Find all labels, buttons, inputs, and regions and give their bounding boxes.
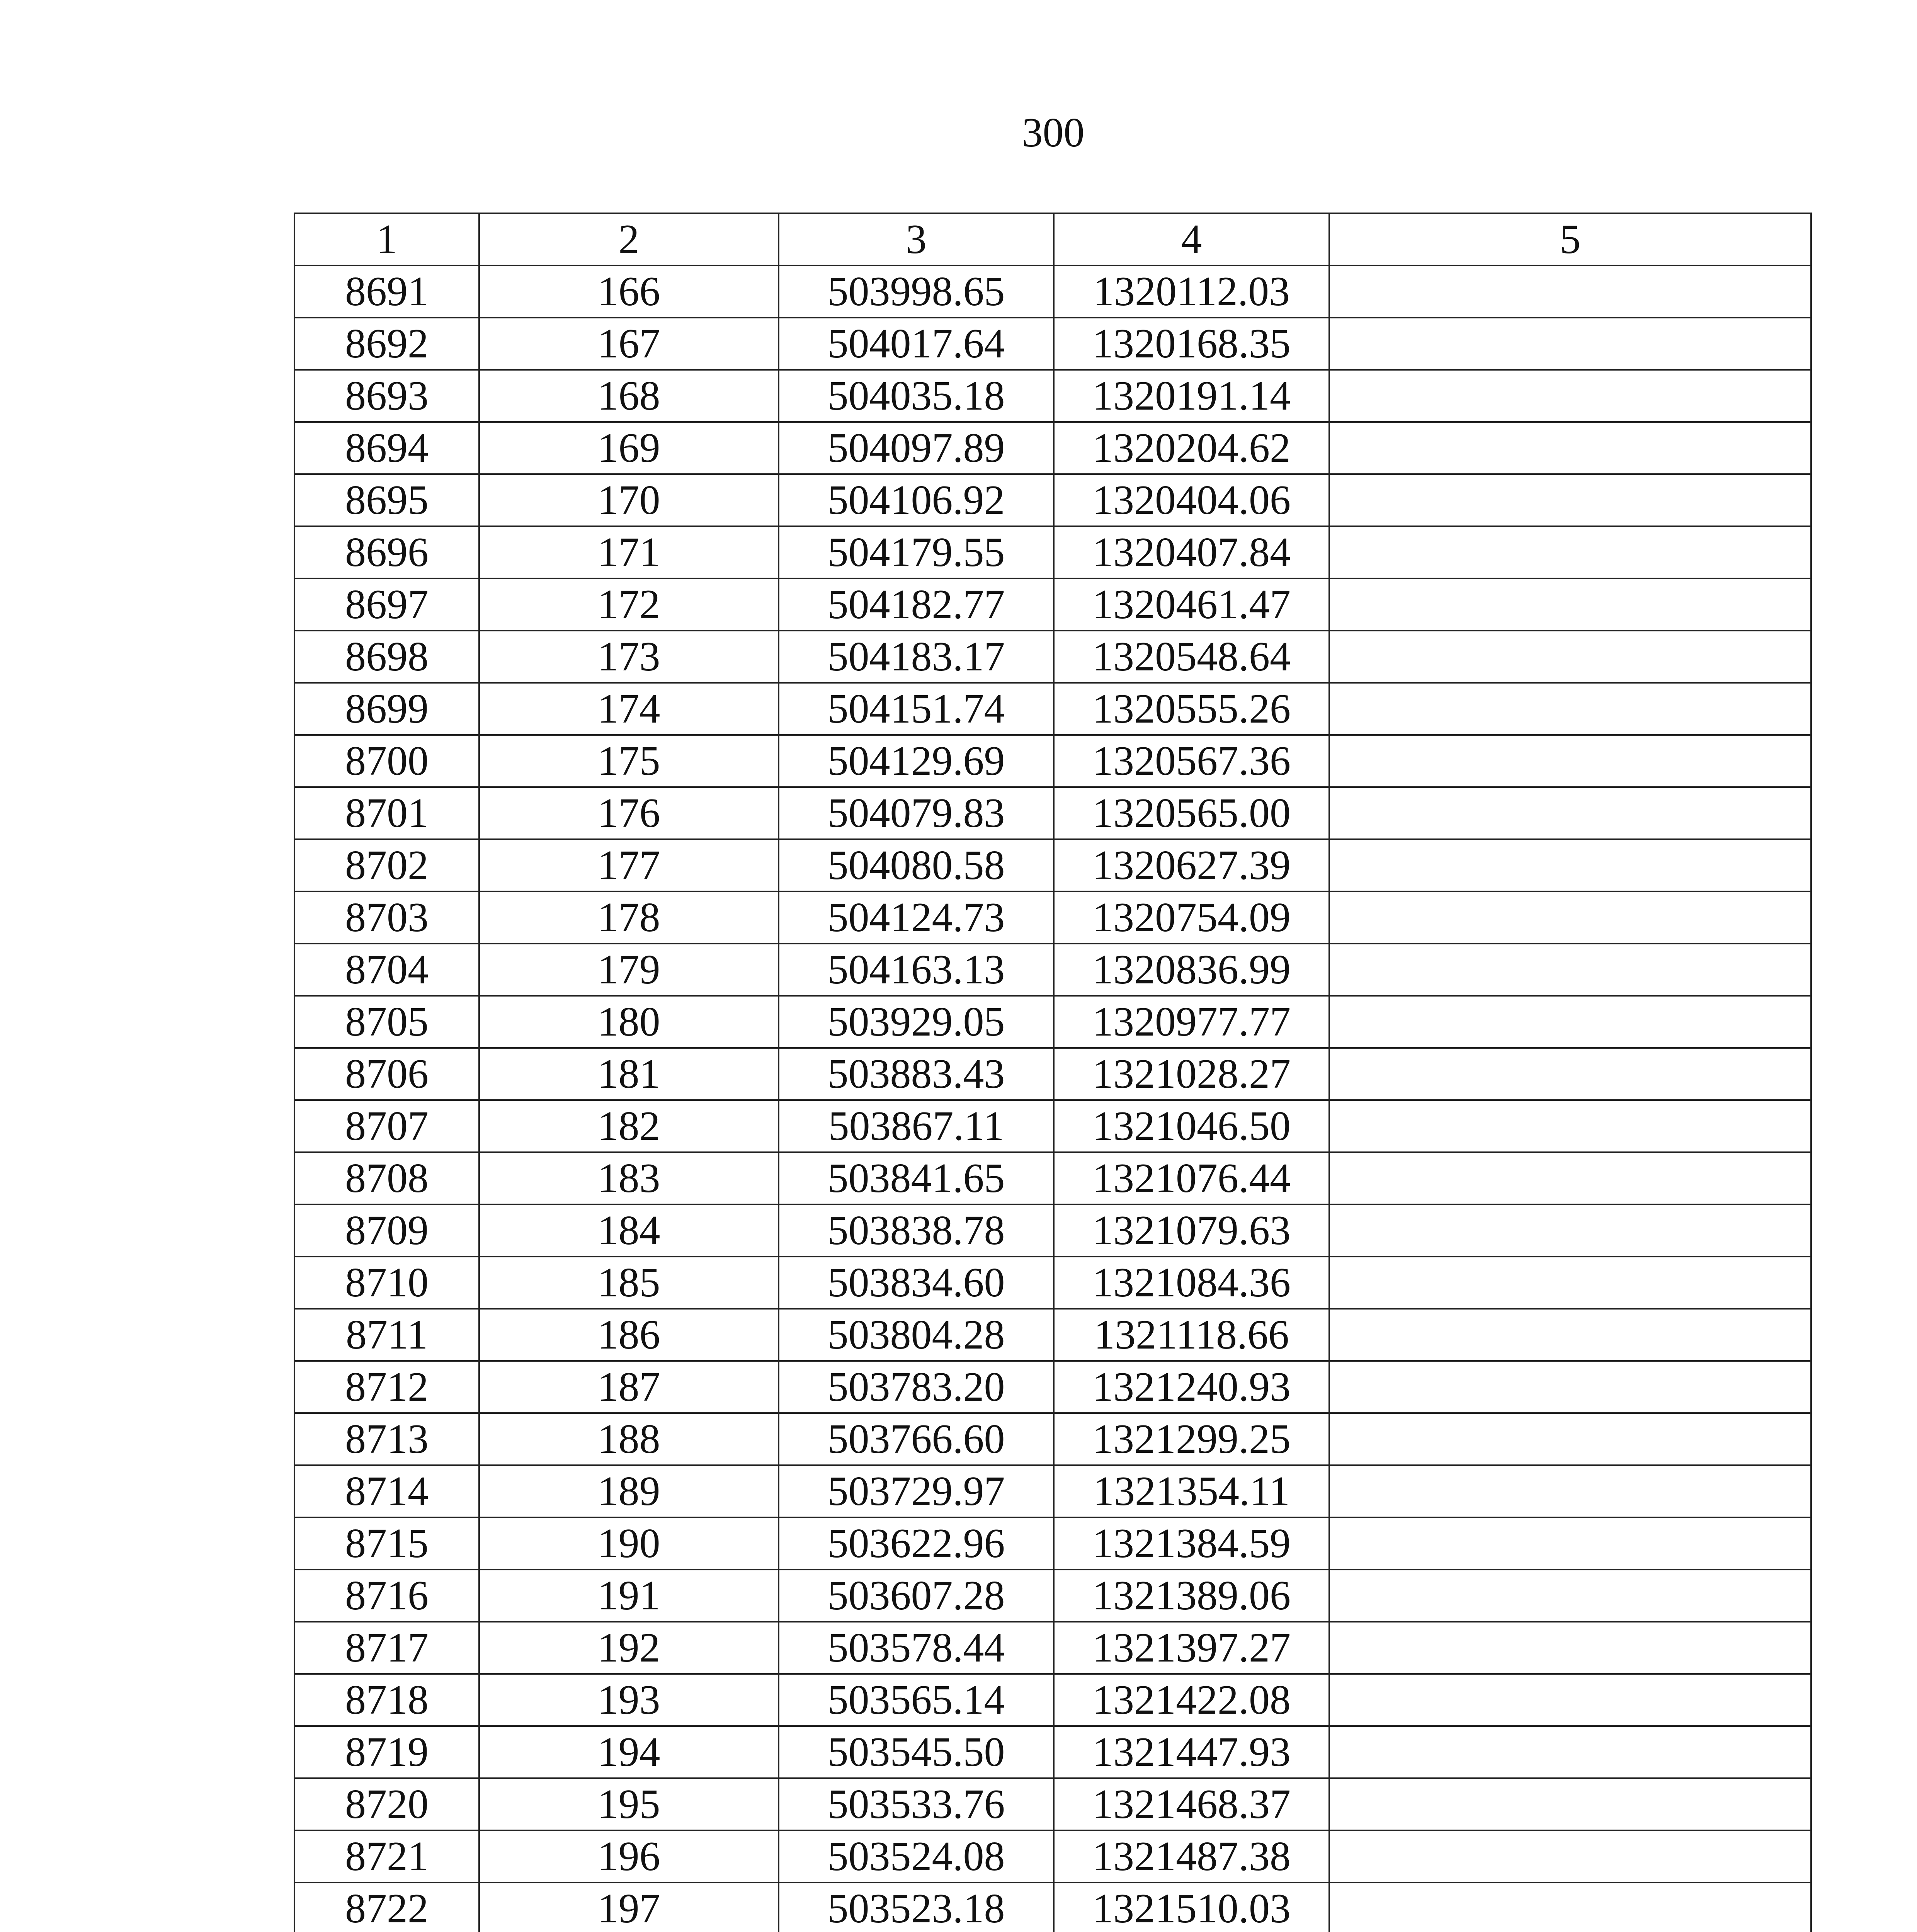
- table-cell-col-3: 504124.73: [779, 891, 1054, 944]
- table-cell-col-3: 504106.92: [779, 474, 1054, 526]
- table-cell-col-5: [1329, 578, 1811, 631]
- table-cell-col-4: 1320112.03: [1054, 265, 1329, 318]
- table-cell-col-1: 8696: [294, 526, 479, 578]
- table-cell-col-5: [1329, 370, 1811, 422]
- table-row: [294, 1778, 1811, 1830]
- table-cell-col-5: [1329, 526, 1811, 578]
- table-cell-col-4: 1321299.25: [1054, 1413, 1329, 1465]
- table-row: [294, 631, 1811, 683]
- table-cell-col-3: 504179.55: [779, 526, 1054, 578]
- table-cell-col-5: [1329, 1674, 1811, 1726]
- table-cell-col-1: 8697: [294, 578, 479, 631]
- header-cell-3: 3: [779, 213, 1054, 265]
- table-cell-col-2: 178: [479, 891, 779, 944]
- table-row: [294, 1048, 1811, 1100]
- table-cell-col-3: 503929.05: [779, 996, 1054, 1048]
- table-cell-col-2: 181: [479, 1048, 779, 1100]
- table-cell-col-1: 8706: [294, 1048, 479, 1100]
- table-row: [294, 1204, 1811, 1257]
- table-row: [294, 839, 1811, 891]
- table-row: [294, 1883, 1811, 1932]
- table-cell-col-4: 1320977.77: [1054, 996, 1329, 1048]
- table-cell-col-1: 8693: [294, 370, 479, 422]
- table-cell-col-5: [1329, 1100, 1811, 1152]
- table-cell-col-1: 8703: [294, 891, 479, 944]
- table-cell-col-2: 194: [479, 1726, 779, 1778]
- table-cell-col-5: [1329, 1152, 1811, 1204]
- table-cell-col-2: 175: [479, 735, 779, 787]
- table-cell-col-2: 186: [479, 1309, 779, 1361]
- table-cell-col-1: 8705: [294, 996, 479, 1048]
- table-cell-col-2: 169: [479, 422, 779, 474]
- table-cell-col-4: 1320627.39: [1054, 839, 1329, 891]
- table-cell-col-1: 8709: [294, 1204, 479, 1257]
- table-cell-col-3: 503622.96: [779, 1517, 1054, 1570]
- table-cell-col-4: 1320407.84: [1054, 526, 1329, 578]
- table-cell-col-4: 1321510.03: [1054, 1883, 1329, 1932]
- table-cell-col-4: 1321084.36: [1054, 1257, 1329, 1309]
- table-cell-col-4: 1320168.35: [1054, 318, 1329, 370]
- table-cell-col-4: 1320567.36: [1054, 735, 1329, 787]
- table-cell-col-4: 1320754.09: [1054, 891, 1329, 944]
- table-cell-col-3: 504151.74: [779, 683, 1054, 735]
- table-cell-col-4: 1321046.50: [1054, 1100, 1329, 1152]
- table-cell-col-2: 166: [479, 265, 779, 318]
- table-cell-col-1: 8704: [294, 944, 479, 996]
- table-cell-col-3: 504035.18: [779, 370, 1054, 422]
- table-row: [294, 1413, 1811, 1465]
- table-cell-col-3: 503867.11: [779, 1100, 1054, 1152]
- table-row: [294, 944, 1811, 996]
- table-row: [294, 1622, 1811, 1674]
- table-cell-col-3: 503578.44: [779, 1622, 1054, 1674]
- table-cell-col-1: 8715: [294, 1517, 479, 1570]
- table-cell-col-5: [1329, 474, 1811, 526]
- table-cell-col-1: 8710: [294, 1257, 479, 1309]
- table-cell-col-3: 503883.43: [779, 1048, 1054, 1100]
- table-cell-col-4: 1321240.93: [1054, 1361, 1329, 1413]
- table-cell-col-4: 1321384.59: [1054, 1517, 1329, 1570]
- table-cell-col-1: 8721: [294, 1830, 479, 1883]
- table-cell-col-4: 1320204.62: [1054, 422, 1329, 474]
- table-cell-col-1: 8691: [294, 265, 479, 318]
- table-cell-col-2: 174: [479, 683, 779, 735]
- table-cell-col-2: 189: [479, 1465, 779, 1517]
- table-cell-col-1: 8708: [294, 1152, 479, 1204]
- table-row: [294, 996, 1811, 1048]
- table-cell-col-1: 8718: [294, 1674, 479, 1726]
- table-cell-col-5: [1329, 1413, 1811, 1465]
- table-cell-col-3: 504017.64: [779, 318, 1054, 370]
- table-row: [294, 526, 1811, 578]
- table-cell-col-1: 8712: [294, 1361, 479, 1413]
- table-cell-col-5: [1329, 318, 1811, 370]
- header-cell-4: 4: [1054, 213, 1329, 265]
- table-cell-col-4: 1321468.37: [1054, 1778, 1329, 1830]
- table-cell-col-3: 503524.08: [779, 1830, 1054, 1883]
- table-cell-col-5: [1329, 1309, 1811, 1361]
- table-cell-col-3: 503838.78: [779, 1204, 1054, 1257]
- table-cell-col-1: 8700: [294, 735, 479, 787]
- table-cell-col-5: [1329, 839, 1811, 891]
- table-cell-col-4: 1321397.27: [1054, 1622, 1329, 1674]
- table-cell-col-1: 8702: [294, 839, 479, 891]
- table-row: [294, 1517, 1811, 1570]
- table-row: [294, 1152, 1811, 1204]
- table-cell-col-3: 503729.97: [779, 1465, 1054, 1517]
- table-row: [294, 787, 1811, 839]
- table-cell-col-2: 196: [479, 1830, 779, 1883]
- table-cell-col-5: [1329, 1257, 1811, 1309]
- table-cell-col-4: 1321354.11: [1054, 1465, 1329, 1517]
- table-cell-col-3: 504129.69: [779, 735, 1054, 787]
- table-cell-col-3: 504080.58: [779, 839, 1054, 891]
- table-cell-col-2: 191: [479, 1570, 779, 1622]
- table-cell-col-1: 8720: [294, 1778, 479, 1830]
- table-cell-col-3: 503533.76: [779, 1778, 1054, 1830]
- table-cell-col-5: [1329, 1883, 1811, 1932]
- table-cell-col-4: 1321487.38: [1054, 1830, 1329, 1883]
- table-cell-col-1: 8699: [294, 683, 479, 735]
- table-cell-col-4: 1320191.14: [1054, 370, 1329, 422]
- table-cell-col-5: [1329, 1570, 1811, 1622]
- table-row: [294, 474, 1811, 526]
- table-cell-col-2: 195: [479, 1778, 779, 1830]
- table-row: [294, 891, 1811, 944]
- table-row: [294, 422, 1811, 474]
- table-cell-col-4: 1321118.66: [1054, 1309, 1329, 1361]
- table-cell-col-4: 1321076.44: [1054, 1152, 1329, 1204]
- table-cell-col-1: 8701: [294, 787, 479, 839]
- table-row: [294, 578, 1811, 631]
- table-cell-col-5: [1329, 735, 1811, 787]
- table-cell-col-2: 176: [479, 787, 779, 839]
- table-row: [294, 1830, 1811, 1883]
- table-cell-col-4: 1320836.99: [1054, 944, 1329, 996]
- table-cell-col-1: 8707: [294, 1100, 479, 1152]
- table-cell-col-4: 1320555.26: [1054, 683, 1329, 735]
- table-cell-col-5: [1329, 1465, 1811, 1517]
- table-row: [294, 1570, 1811, 1622]
- table-row: [294, 1100, 1811, 1152]
- table-cell-col-5: [1329, 1361, 1811, 1413]
- table-cell-col-1: 8719: [294, 1726, 479, 1778]
- table-cell-col-3: 503565.14: [779, 1674, 1054, 1726]
- table-cell-col-4: 1320404.06: [1054, 474, 1329, 526]
- table-cell-col-3: 504163.13: [779, 944, 1054, 996]
- table-row: [294, 1257, 1811, 1309]
- table-cell-col-5: [1329, 683, 1811, 735]
- table-cell-col-5: [1329, 1830, 1811, 1883]
- table-cell-col-5: [1329, 631, 1811, 683]
- table-cell-col-4: 1321028.27: [1054, 1048, 1329, 1100]
- header-cell-1: 1: [294, 213, 479, 265]
- table-cell-col-3: 503545.50: [779, 1726, 1054, 1778]
- table-row: [294, 265, 1811, 318]
- table-cell-col-2: 187: [479, 1361, 779, 1413]
- table-cell-col-2: 188: [479, 1413, 779, 1465]
- table-row: [294, 1674, 1811, 1726]
- table-cell-col-2: 171: [479, 526, 779, 578]
- table-body: [294, 265, 1811, 1932]
- header-row: [294, 213, 1811, 265]
- table-cell-col-5: [1329, 1517, 1811, 1570]
- table-cell-col-2: 168: [479, 370, 779, 422]
- table-cell-col-2: 182: [479, 1100, 779, 1152]
- table-row: [294, 1465, 1811, 1517]
- table-cell-col-5: [1329, 265, 1811, 318]
- table-cell-col-4: 1320461.47: [1054, 578, 1329, 631]
- page-number: 300: [1022, 110, 1085, 156]
- table-cell-col-1: 8711: [294, 1309, 479, 1361]
- table-cell-col-2: 167: [479, 318, 779, 370]
- table-cell-col-1: 8698: [294, 631, 479, 683]
- table-cell-col-2: 180: [479, 996, 779, 1048]
- table-cell-col-1: 8722: [294, 1883, 479, 1932]
- table-cell-col-3: 503766.60: [779, 1413, 1054, 1465]
- table-cell-col-2: 184: [479, 1204, 779, 1257]
- table-row: [294, 683, 1811, 735]
- header-cell-2: 2: [479, 213, 779, 265]
- coordinates-table: [294, 213, 1812, 1932]
- table-cell-col-3: 504097.89: [779, 422, 1054, 474]
- table-cell-col-5: [1329, 1726, 1811, 1778]
- table-cell-col-1: 8716: [294, 1570, 479, 1622]
- table-row: [294, 735, 1811, 787]
- table-cell-col-5: [1329, 787, 1811, 839]
- header-cell-5: 5: [1329, 213, 1811, 265]
- table-row: [294, 1309, 1811, 1361]
- table-cell-col-2: 170: [479, 474, 779, 526]
- table-cell-col-5: [1329, 1622, 1811, 1674]
- table-cell-col-2: 192: [479, 1622, 779, 1674]
- table-cell-col-5: [1329, 944, 1811, 996]
- table-cell-col-5: [1329, 1048, 1811, 1100]
- table-row: [294, 1726, 1811, 1778]
- table-cell-col-1: 8717: [294, 1622, 479, 1674]
- table-cell-col-4: 1320565.00: [1054, 787, 1329, 839]
- table-cell-col-5: [1329, 1778, 1811, 1830]
- table-cell-col-3: 504079.83: [779, 787, 1054, 839]
- table-cell-col-4: 1320548.64: [1054, 631, 1329, 683]
- table-row: [294, 318, 1811, 370]
- table-cell-col-3: 504182.77: [779, 578, 1054, 631]
- table-cell-col-2: 172: [479, 578, 779, 631]
- table-cell-col-2: 179: [479, 944, 779, 996]
- table-cell-col-2: 193: [479, 1674, 779, 1726]
- table-cell-col-4: 1321447.93: [1054, 1726, 1329, 1778]
- table-cell-col-2: 177: [479, 839, 779, 891]
- table-header: [294, 213, 1811, 265]
- table-cell-col-3: 503607.28: [779, 1570, 1054, 1622]
- table-cell-col-1: 8713: [294, 1413, 479, 1465]
- table-cell-col-4: 1321422.08: [1054, 1674, 1329, 1726]
- table-cell-col-3: 504183.17: [779, 631, 1054, 683]
- table-cell-col-1: 8695: [294, 474, 479, 526]
- table-row: [294, 1361, 1811, 1413]
- table-cell-col-2: 190: [479, 1517, 779, 1570]
- table-cell-col-5: [1329, 996, 1811, 1048]
- table-cell-col-5: [1329, 1204, 1811, 1257]
- table-cell-col-2: 183: [479, 1152, 779, 1204]
- table-cell-col-2: 197: [479, 1883, 779, 1932]
- table-cell-col-1: 8714: [294, 1465, 479, 1517]
- table-cell-col-3: 503998.65: [779, 265, 1054, 318]
- table-cell-col-3: 503841.65: [779, 1152, 1054, 1204]
- table-cell-col-5: [1329, 422, 1811, 474]
- table-cell-col-2: 173: [479, 631, 779, 683]
- table-cell-col-3: 503804.28: [779, 1309, 1054, 1361]
- table-cell-col-4: 1321389.06: [1054, 1570, 1329, 1622]
- table-cell-col-1: 8694: [294, 422, 479, 474]
- table-cell-col-5: [1329, 891, 1811, 944]
- table-cell-col-3: 503783.20: [779, 1361, 1054, 1413]
- table-row: [294, 370, 1811, 422]
- table-cell-col-4: 1321079.63: [1054, 1204, 1329, 1257]
- table-cell-col-1: 8692: [294, 318, 479, 370]
- table-cell-col-2: 185: [479, 1257, 779, 1309]
- table-cell-col-3: 503523.18: [779, 1883, 1054, 1932]
- table-cell-col-3: 503834.60: [779, 1257, 1054, 1309]
